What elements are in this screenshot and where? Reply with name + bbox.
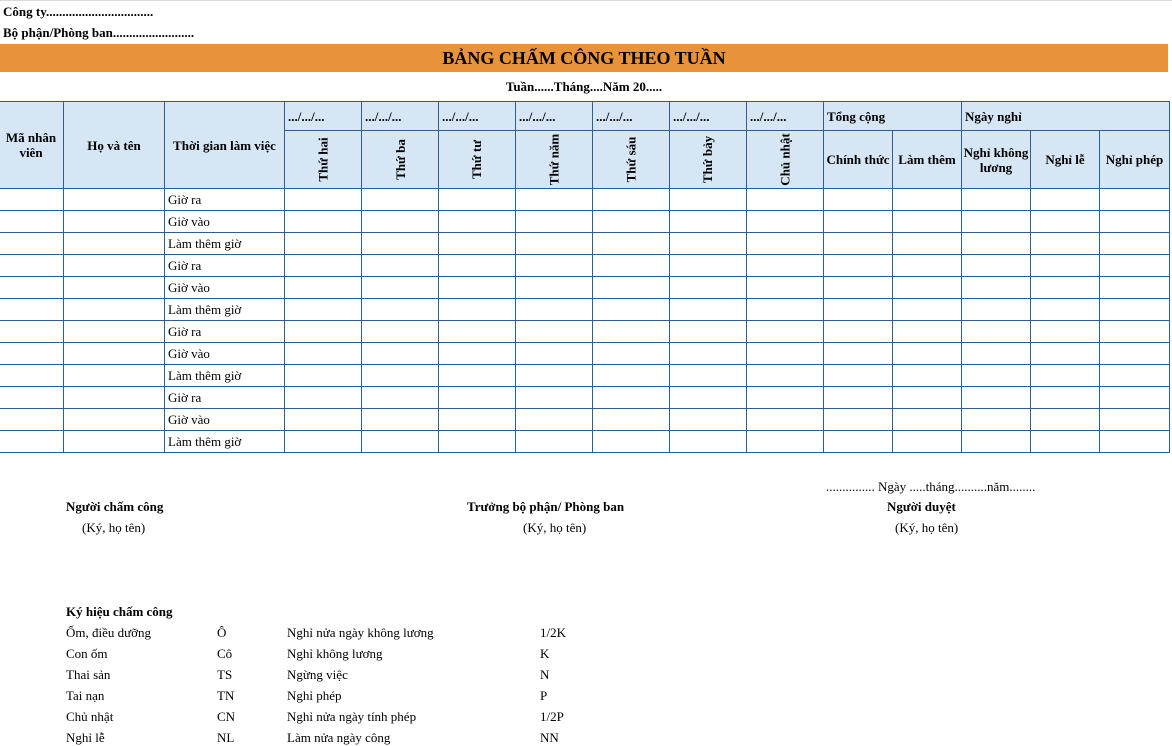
- table-row: [0, 277, 1170, 299]
- empty-cell[interactable]: [439, 211, 516, 233]
- date-cell: .../.../...: [593, 102, 670, 131]
- empty-cell[interactable]: [1031, 365, 1100, 387]
- empty-cell[interactable]: [64, 387, 165, 409]
- empty-cell[interactable]: [893, 321, 962, 343]
- empty-cell[interactable]: [0, 431, 64, 453]
- empty-cell[interactable]: [439, 365, 516, 387]
- header-ma-nhan-vien: Mã nhân viên: [0, 102, 64, 189]
- empty-cell[interactable]: [747, 211, 824, 233]
- day-label: Thứ ba: [392, 139, 408, 180]
- table-row: [0, 365, 1170, 387]
- empty-cell[interactable]: [962, 299, 1031, 321]
- empty-cell[interactable]: [362, 431, 439, 453]
- legend-code: NN: [540, 730, 559, 745]
- empty-cell[interactable]: [0, 189, 64, 211]
- legend-label: Nghỉ phép: [287, 688, 342, 703]
- legend-code: P: [540, 688, 548, 703]
- table-row: [0, 321, 1170, 343]
- empty-cell[interactable]: [1031, 299, 1100, 321]
- empty-cell[interactable]: [516, 299, 593, 321]
- table-row: [0, 233, 1170, 255]
- empty-cell[interactable]: [516, 211, 593, 233]
- header-lam-them: Làm thêm: [893, 131, 962, 189]
- work-time-cell[interactable]: Giờ vào: [165, 409, 285, 431]
- empty-cell[interactable]: [893, 211, 962, 233]
- header-ngay-nghi: Ngày nghỉ: [962, 102, 1170, 131]
- legend-code: 1/2P: [540, 709, 564, 724]
- empty-cell[interactable]: [1100, 255, 1170, 277]
- legend-code: Cô: [217, 646, 233, 661]
- work-time-cell[interactable]: Giờ vào: [165, 343, 285, 365]
- empty-cell[interactable]: [593, 431, 670, 453]
- legend-code: CN: [217, 709, 236, 724]
- header-ho-ten: Họ và tên: [64, 102, 165, 189]
- empty-cell[interactable]: [1031, 189, 1100, 211]
- legend-label: Tai nạn: [66, 688, 105, 703]
- empty-cell[interactable]: [0, 277, 64, 299]
- empty-cell[interactable]: [439, 299, 516, 321]
- legend-code: N: [540, 667, 550, 682]
- header-nghi-khong-luong: Nghỉ không lương: [962, 131, 1031, 189]
- empty-cell[interactable]: [1031, 277, 1100, 299]
- empty-cell[interactable]: [824, 299, 893, 321]
- empty-cell[interactable]: [747, 387, 824, 409]
- empty-cell[interactable]: [1031, 387, 1100, 409]
- work-time-cell[interactable]: Làm thêm giờ: [165, 233, 285, 255]
- empty-cell[interactable]: [670, 431, 747, 453]
- empty-cell[interactable]: [824, 321, 893, 343]
- empty-cell[interactable]: [593, 387, 670, 409]
- empty-cell[interactable]: [893, 343, 962, 365]
- date-cell: .../.../...: [439, 102, 516, 131]
- empty-cell[interactable]: [824, 189, 893, 211]
- empty-cell[interactable]: [285, 321, 362, 343]
- day-label: Thứ bảy: [700, 135, 716, 184]
- empty-cell[interactable]: [824, 233, 893, 255]
- empty-cell[interactable]: [285, 409, 362, 431]
- date-cell: .../.../...: [516, 102, 593, 131]
- day-header: [747, 131, 824, 189]
- empty-cell[interactable]: [362, 299, 439, 321]
- empty-cell[interactable]: [64, 299, 165, 321]
- empty-cell[interactable]: [670, 409, 747, 431]
- empty-cell[interactable]: [64, 233, 165, 255]
- table-row: [0, 299, 1170, 321]
- empty-cell[interactable]: [747, 409, 824, 431]
- empty-cell[interactable]: [362, 277, 439, 299]
- legend-label: Nghỉ nửa ngày tính phép: [287, 709, 417, 724]
- week-line: Tuần......Tháng....Năm 20.....: [505, 79, 663, 94]
- empty-cell[interactable]: [1100, 409, 1170, 431]
- empty-cell[interactable]: [670, 233, 747, 255]
- empty-cell[interactable]: [593, 299, 670, 321]
- day-header: [670, 131, 747, 189]
- empty-cell[interactable]: [593, 233, 670, 255]
- empty-cell[interactable]: [516, 255, 593, 277]
- work-time-cell[interactable]: Làm thêm giờ: [165, 365, 285, 387]
- day-label: Thứ hai: [315, 137, 331, 182]
- empty-cell[interactable]: [962, 233, 1031, 255]
- empty-cell[interactable]: [362, 365, 439, 387]
- work-time-cell[interactable]: Giờ vào: [165, 211, 285, 233]
- empty-cell[interactable]: [64, 255, 165, 277]
- empty-cell[interactable]: [0, 387, 64, 409]
- empty-cell[interactable]: [893, 431, 962, 453]
- empty-cell[interactable]: [0, 365, 64, 387]
- empty-cell[interactable]: [670, 277, 747, 299]
- empty-cell[interactable]: [439, 343, 516, 365]
- empty-cell[interactable]: [285, 277, 362, 299]
- empty-cell[interactable]: [893, 299, 962, 321]
- empty-cell[interactable]: [962, 277, 1031, 299]
- empty-cell[interactable]: [0, 255, 64, 277]
- empty-cell[interactable]: [285, 233, 362, 255]
- empty-cell[interactable]: [962, 211, 1031, 233]
- empty-cell[interactable]: [439, 233, 516, 255]
- header-nghi-phep: Nghỉ phép: [1100, 131, 1170, 189]
- empty-cell[interactable]: [593, 343, 670, 365]
- signature-date-line: ............... Ngày .....tháng..........năm........: [826, 479, 1036, 494]
- empty-cell[interactable]: [516, 365, 593, 387]
- empty-cell[interactable]: [747, 299, 824, 321]
- legend-code: K: [540, 646, 550, 661]
- empty-cell[interactable]: [362, 189, 439, 211]
- work-time-cell[interactable]: Giờ ra: [165, 321, 285, 343]
- empty-cell[interactable]: [64, 277, 165, 299]
- empty-cell[interactable]: [439, 321, 516, 343]
- table-row: [0, 387, 1170, 409]
- sheet-top-border: [0, 0, 1172, 1]
- empty-cell[interactable]: [824, 409, 893, 431]
- empty-cell[interactable]: [824, 387, 893, 409]
- sign-note: (Ký, họ tên): [523, 520, 587, 535]
- empty-cell[interactable]: [516, 409, 593, 431]
- empty-cell[interactable]: [64, 409, 165, 431]
- empty-cell[interactable]: [1100, 277, 1170, 299]
- legend-label: Nghỉ không lương: [287, 646, 383, 661]
- day-header: [439, 131, 516, 189]
- day-header: [593, 131, 670, 189]
- empty-cell[interactable]: [1031, 431, 1100, 453]
- empty-cell[interactable]: [64, 189, 165, 211]
- empty-cell[interactable]: [962, 255, 1031, 277]
- date-cell: .../.../...: [285, 102, 362, 131]
- empty-cell[interactable]: [64, 431, 165, 453]
- sign-note: (Ký, họ tên): [82, 520, 146, 535]
- header-tong-cong: Tổng cộng: [824, 102, 962, 131]
- empty-cell[interactable]: [670, 387, 747, 409]
- empty-cell[interactable]: [824, 255, 893, 277]
- empty-cell[interactable]: [670, 299, 747, 321]
- empty-cell[interactable]: [962, 365, 1031, 387]
- empty-cell[interactable]: [593, 189, 670, 211]
- empty-cell[interactable]: [747, 343, 824, 365]
- empty-cell[interactable]: [893, 233, 962, 255]
- date-cell: .../.../...: [670, 102, 747, 131]
- empty-cell[interactable]: [1100, 431, 1170, 453]
- legend-label: Nghỉ lễ: [66, 730, 105, 745]
- empty-cell[interactable]: [285, 299, 362, 321]
- empty-cell[interactable]: [516, 387, 593, 409]
- empty-cell[interactable]: [439, 431, 516, 453]
- empty-cell[interactable]: [1100, 299, 1170, 321]
- legend-code: Ô: [217, 625, 227, 640]
- empty-cell[interactable]: [593, 277, 670, 299]
- table-row: [0, 211, 1170, 233]
- empty-cell[interactable]: [1031, 343, 1100, 365]
- empty-cell[interactable]: [285, 431, 362, 453]
- nguoi-duyet-label: Người duyệt: [887, 499, 956, 514]
- empty-cell[interactable]: [285, 255, 362, 277]
- empty-cell[interactable]: [439, 255, 516, 277]
- empty-cell[interactable]: [962, 387, 1031, 409]
- table-row: [0, 409, 1170, 431]
- company-line: Công ty.................................: [3, 4, 154, 19]
- empty-cell[interactable]: [1031, 211, 1100, 233]
- empty-cell[interactable]: [516, 321, 593, 343]
- table-row: [0, 343, 1170, 365]
- empty-cell[interactable]: [747, 321, 824, 343]
- empty-cell[interactable]: [64, 343, 165, 365]
- empty-cell[interactable]: [962, 431, 1031, 453]
- empty-cell[interactable]: [1100, 189, 1170, 211]
- empty-cell[interactable]: [516, 233, 593, 255]
- day-header: [516, 131, 593, 189]
- legend-code: TS: [217, 667, 233, 682]
- empty-cell[interactable]: [1031, 255, 1100, 277]
- empty-cell[interactable]: [747, 189, 824, 211]
- empty-cell[interactable]: [1031, 321, 1100, 343]
- empty-cell[interactable]: [439, 189, 516, 211]
- empty-cell[interactable]: [593, 409, 670, 431]
- empty-cell[interactable]: [747, 277, 824, 299]
- empty-cell[interactable]: [1100, 365, 1170, 387]
- empty-cell[interactable]: [0, 321, 64, 343]
- day-label: Thứ tư: [469, 139, 485, 180]
- table-row: [0, 255, 1170, 277]
- empty-cell[interactable]: [593, 321, 670, 343]
- sheet-title: BẢNG CHẤM CÔNG THEO TUẦN: [0, 44, 1168, 72]
- empty-cell[interactable]: [824, 365, 893, 387]
- empty-cell[interactable]: [670, 211, 747, 233]
- empty-cell[interactable]: [362, 255, 439, 277]
- empty-cell[interactable]: [747, 365, 824, 387]
- empty-cell[interactable]: [64, 365, 165, 387]
- table-row: [0, 431, 1170, 453]
- empty-cell[interactable]: [285, 343, 362, 365]
- empty-cell[interactable]: [893, 409, 962, 431]
- work-time-cell[interactable]: Giờ ra: [165, 387, 285, 409]
- empty-cell[interactable]: [0, 343, 64, 365]
- header-chinh-thuc: Chính thức: [824, 131, 893, 189]
- legend-label: Con ốm: [66, 646, 108, 661]
- day-label: Chủ nhật: [777, 133, 793, 186]
- truong-bo-phan-label: Trưởng bộ phận/ Phòng ban: [467, 499, 625, 514]
- day-label: Thứ năm: [546, 133, 562, 186]
- department-line: Bộ phận/Phòng ban.........................: [3, 25, 195, 40]
- empty-cell[interactable]: [362, 343, 439, 365]
- legend-label: Nghỉ nửa ngày không lương: [287, 625, 434, 640]
- empty-cell[interactable]: [593, 211, 670, 233]
- empty-cell[interactable]: [1100, 211, 1170, 233]
- work-time-cell[interactable]: Giờ ra: [165, 189, 285, 211]
- empty-cell[interactable]: [893, 255, 962, 277]
- empty-cell[interactable]: [1100, 343, 1170, 365]
- empty-cell[interactable]: [670, 255, 747, 277]
- empty-cell[interactable]: [824, 343, 893, 365]
- empty-cell[interactable]: [285, 387, 362, 409]
- empty-cell[interactable]: [0, 299, 64, 321]
- empty-cell[interactable]: [0, 233, 64, 255]
- legend-title: Ký hiệu chấm công: [66, 604, 173, 619]
- work-time-cell[interactable]: Giờ ra: [165, 255, 285, 277]
- empty-cell[interactable]: [516, 343, 593, 365]
- empty-cell[interactable]: [439, 387, 516, 409]
- empty-cell[interactable]: [1100, 387, 1170, 409]
- empty-cell[interactable]: [747, 255, 824, 277]
- timesheet-table: [0, 101, 1170, 453]
- date-cell: .../.../...: [362, 102, 439, 131]
- empty-cell[interactable]: [593, 255, 670, 277]
- empty-cell[interactable]: [362, 233, 439, 255]
- legend-code: TN: [217, 688, 235, 703]
- header-nghi-le: Nghỉ lễ: [1031, 131, 1100, 189]
- empty-cell[interactable]: [516, 431, 593, 453]
- day-header: [285, 131, 362, 189]
- empty-cell[interactable]: [893, 277, 962, 299]
- legend-code: 1/2K: [540, 625, 566, 640]
- empty-cell[interactable]: [285, 189, 362, 211]
- empty-cell[interactable]: [893, 365, 962, 387]
- empty-cell[interactable]: [1100, 233, 1170, 255]
- empty-cell[interactable]: [1031, 409, 1100, 431]
- empty-cell[interactable]: [362, 409, 439, 431]
- empty-cell[interactable]: [593, 365, 670, 387]
- empty-cell[interactable]: [747, 233, 824, 255]
- day-label: Thứ sáu: [623, 136, 639, 183]
- legend-label: Chủ nhật: [66, 709, 114, 724]
- date-cell: .../.../...: [747, 102, 824, 131]
- empty-cell[interactable]: [670, 189, 747, 211]
- header-thoi-gian: Thời gian làm việc: [165, 102, 285, 189]
- empty-cell[interactable]: [1031, 233, 1100, 255]
- empty-cell[interactable]: [824, 431, 893, 453]
- empty-cell[interactable]: [64, 321, 165, 343]
- legend-label: Ốm, điều dưỡng: [66, 625, 152, 640]
- legend-label: Làm nửa ngày công: [287, 730, 391, 745]
- empty-cell[interactable]: [962, 321, 1031, 343]
- empty-cell[interactable]: [439, 277, 516, 299]
- empty-cell[interactable]: [962, 343, 1031, 365]
- empty-cell[interactable]: [439, 409, 516, 431]
- legend-code: NL: [217, 730, 235, 745]
- empty-cell[interactable]: [747, 431, 824, 453]
- empty-cell[interactable]: [670, 343, 747, 365]
- empty-cell[interactable]: [64, 211, 165, 233]
- empty-cell[interactable]: [0, 211, 64, 233]
- legend-label: Ngừng việc: [287, 667, 348, 682]
- empty-cell[interactable]: [285, 365, 362, 387]
- day-header: [362, 131, 439, 189]
- empty-cell[interactable]: [670, 365, 747, 387]
- empty-cell[interactable]: [1100, 321, 1170, 343]
- empty-cell[interactable]: [962, 409, 1031, 431]
- work-time-cell[interactable]: Làm thêm giờ: [165, 431, 285, 453]
- empty-cell[interactable]: [285, 211, 362, 233]
- empty-cell[interactable]: [516, 189, 593, 211]
- legend-label: Thai sản: [66, 667, 111, 682]
- empty-cell[interactable]: [893, 189, 962, 211]
- empty-cell[interactable]: [893, 387, 962, 409]
- empty-cell[interactable]: [362, 211, 439, 233]
- empty-cell[interactable]: [824, 211, 893, 233]
- empty-cell[interactable]: [0, 409, 64, 431]
- sign-note: (Ký, họ tên): [895, 520, 959, 535]
- work-time-cell[interactable]: Làm thêm giờ: [165, 299, 285, 321]
- empty-cell[interactable]: [516, 277, 593, 299]
- empty-cell[interactable]: [362, 321, 439, 343]
- empty-cell[interactable]: [962, 189, 1031, 211]
- empty-cell[interactable]: [362, 387, 439, 409]
- empty-cell[interactable]: [670, 321, 747, 343]
- empty-cell[interactable]: [824, 277, 893, 299]
- table-row: [0, 189, 1170, 211]
- nguoi-cham-cong-label: Người chấm công: [66, 499, 164, 514]
- work-time-cell[interactable]: Giờ vào: [165, 277, 285, 299]
